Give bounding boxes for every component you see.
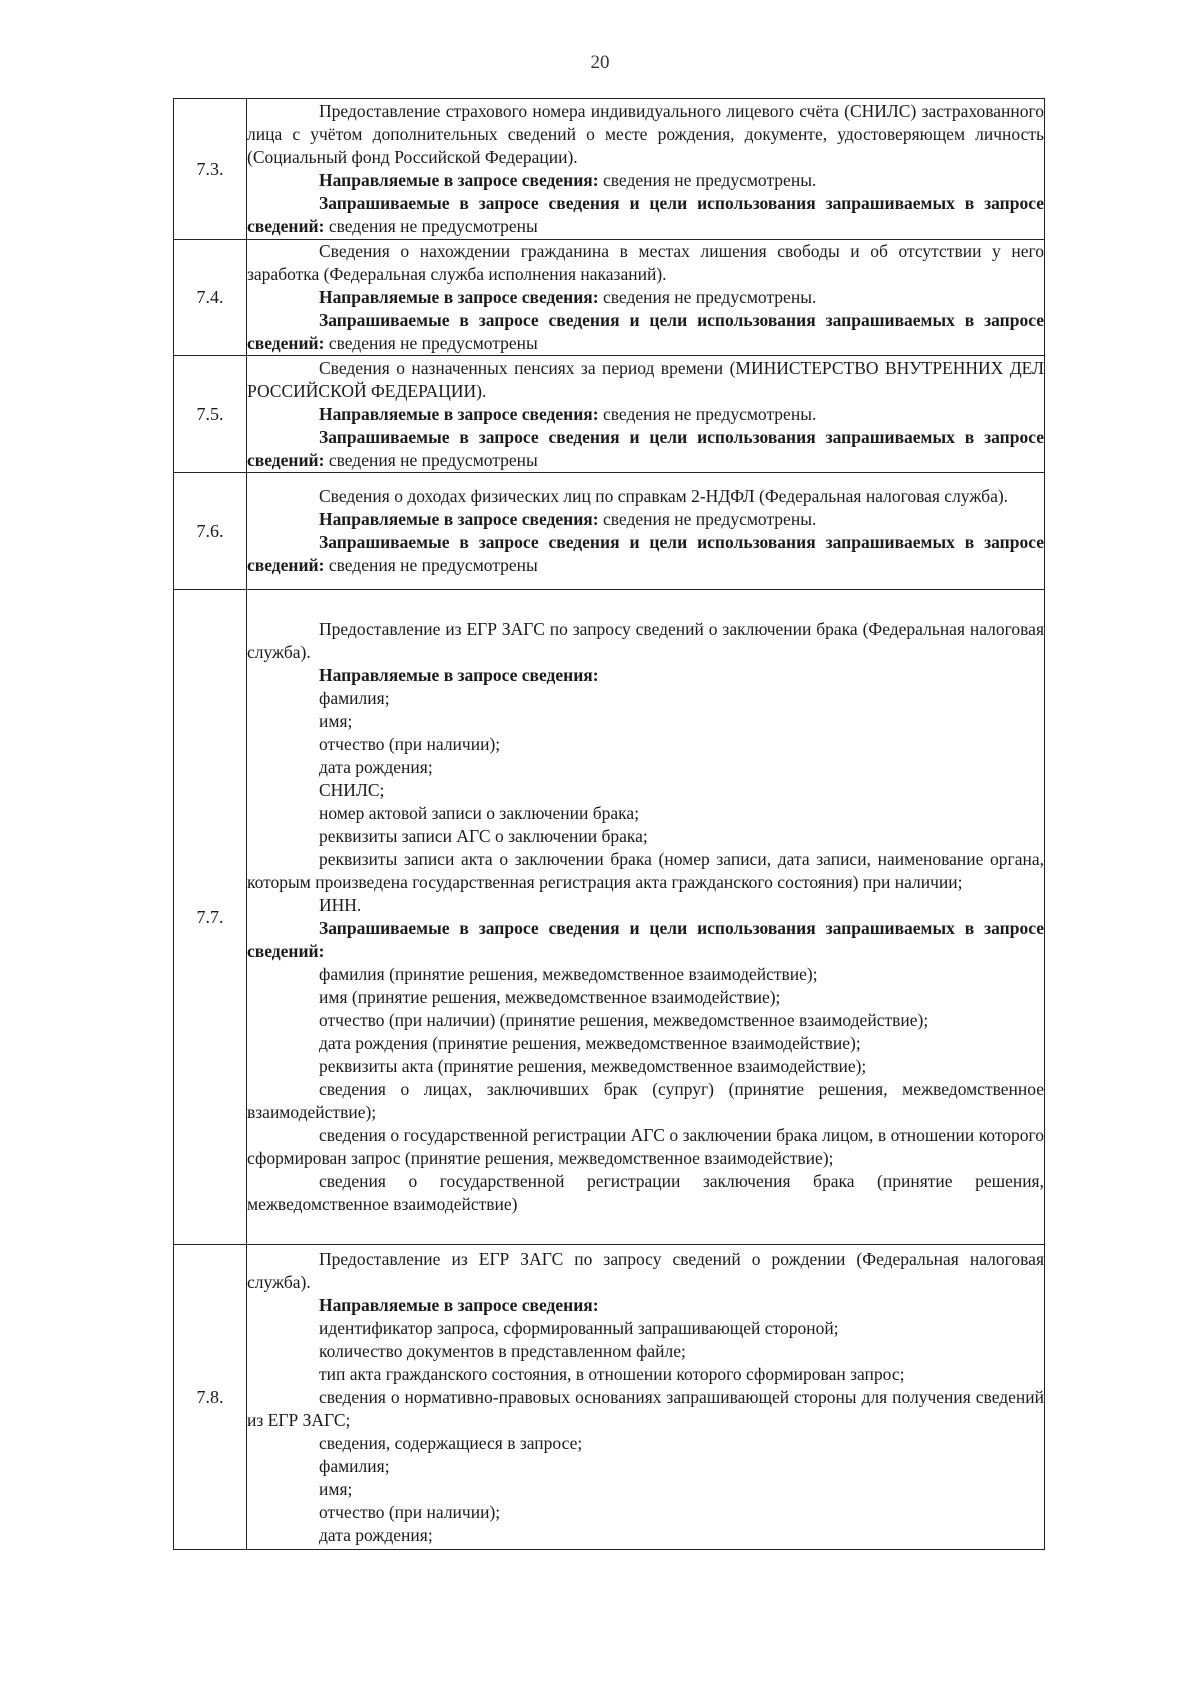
requirements-table <box>173 98 1045 1550</box>
sent-value: сведения не предусмотрены. <box>598 403 817 424</box>
sent-label: Направляемые в запросе сведения: <box>319 1294 599 1315</box>
row-content <box>247 473 1045 590</box>
list-item: сведения о лицах, заключивших брак (супруг) (принятие решения, межведомственное взаимодействие); <box>247 1079 1044 1122</box>
requested-label: Запрашиваемые в запросе сведения и цели использования запрашиваемых в запросе сведений: <box>247 918 1044 961</box>
list-item: дата рождения; <box>319 757 433 777</box>
sent-label: Направляемые в запросе сведения: <box>319 287 599 307</box>
sent-paragraph <box>247 403 1044 426</box>
row-content <box>247 356 1045 473</box>
sent-paragraph <box>247 286 1044 309</box>
list-item: отчество (при наличии); <box>319 1501 501 1522</box>
row-intro: Сведения о назначенных пенсиях за период времени (МИНИСТЕРСТВО ВНУТРЕННИХ ДЕЛ РОССИЙСКОЙ ФЕДЕРАЦИИ). <box>247 357 1044 401</box>
requested-paragraph <box>247 309 1044 355</box>
requested-paragraph <box>247 531 1044 577</box>
sent-value: сведения не предусмотрены. <box>598 170 817 190</box>
requested-label: Запрашиваемые в запросе сведения и цели использования запрашиваемых в запросе сведений: <box>247 193 1044 236</box>
list-item: номер актовой записи о заключении брака; <box>319 803 640 823</box>
row-number: 7.7. <box>174 590 247 1245</box>
requested-value: сведения не предусмотрены <box>324 333 538 353</box>
list-item: фамилия; <box>319 1455 390 1476</box>
row-intro: Предоставление страхового номера индивидуального лицевого счёта (СНИЛС) застрахованного лица с учётом дополнительных сведений о месте рождения, документе, удостоверяющем личность (Социальный фонд Российской Федерации). <box>247 101 1044 167</box>
list-item: ИНН. <box>319 895 362 915</box>
list-item: тип акта гражданского состояния, в отношении которого сформирован запрос; <box>319 1363 905 1384</box>
list-item: фамилия; <box>319 688 390 708</box>
row-intro: Предоставление из ЕГР ЗАГС по запросу сведений о рождении (Федеральная налоговая служба). <box>247 1248 1044 1292</box>
sent-label: Направляемые в запросе сведения: <box>319 403 599 424</box>
list-item: имя; <box>319 711 353 731</box>
sent-value: сведения не предусмотрены. <box>598 509 817 529</box>
list-item: дата рождения; <box>319 1524 433 1545</box>
sent-label: Направляемые в запросе сведения: <box>319 665 599 685</box>
requested-paragraph <box>247 426 1044 472</box>
list-item: отчество (при наличии) (принятие решения, межведомственное взаимодействие); <box>319 1010 929 1030</box>
list-item: фамилия (принятие решения, межведомственное взаимодействие); <box>319 964 818 984</box>
row-content <box>247 240 1045 356</box>
row-content <box>247 99 1045 240</box>
requested-label: Запрашиваемые в запросе сведения и цели использования запрашиваемых в запросе сведений: <box>247 426 1044 470</box>
list-item: сведения о государственной регистрации АГС о заключении брака лицом, в отношении которого сформирован запрос (принятие решения, межведомственное взаимодействие); <box>247 1125 1044 1168</box>
requested-paragraph <box>247 192 1044 238</box>
table-row <box>174 356 1045 473</box>
sent-paragraph <box>247 169 1044 192</box>
row-number: 7.8. <box>174 1245 247 1550</box>
row-number: 7.3. <box>174 99 247 240</box>
list-item: дата рождения (принятие решения, межведомственное взаимодействие); <box>319 1033 861 1053</box>
row-number: 7.5. <box>174 356 247 473</box>
requested-label: Запрашиваемые в запросе сведения и цели использования запрашиваемых в запросе сведений: <box>247 532 1044 575</box>
page-number: 20 <box>590 52 610 73</box>
list-item: реквизиты акта (принятие решения, межведомственное взаимодействие); <box>319 1056 867 1076</box>
requested-value: сведения не предусмотрены <box>324 555 538 575</box>
row-number: 7.6. <box>174 473 247 590</box>
row-intro: Сведения о нахождении гражданина в местах лишения свободы и об отсутствии у него заработка (Федеральная служба исполнения наказаний). <box>247 241 1044 284</box>
row-content <box>247 1245 1045 1550</box>
sent-label: Направляемые в запросе сведения: <box>319 509 599 529</box>
list-item: количество документов в представленном файле; <box>319 1340 686 1361</box>
table-row <box>174 240 1045 356</box>
table-row <box>174 99 1045 240</box>
table-row <box>174 1245 1045 1550</box>
list-item: сведения о нормативно-правовых основаниях запрашивающей стороны для получения сведений из ЕГР ЗАГС; <box>247 1386 1044 1430</box>
table-row <box>174 590 1045 1245</box>
list-item: имя; <box>319 1478 353 1499</box>
sent-value: сведения не предусмотрены. <box>598 287 817 307</box>
list-item: реквизиты записи акта о заключении брака (номер записи, дата записи, наименование органа, которым произведена государственная регистрация акта гражданского состояния) при наличии; <box>247 849 1044 892</box>
list-item: отчество (при наличии); <box>319 734 501 754</box>
requested-value: сведения не предусмотрены <box>324 216 538 236</box>
row-content <box>247 590 1045 1245</box>
row-intro: Сведения о доходах физических лиц по справкам 2-НДФЛ (Федеральная налоговая служба). <box>319 486 1009 506</box>
row-number: 7.4. <box>174 240 247 356</box>
table-row <box>174 473 1045 590</box>
sent-label: Направляемые в запросе сведения: <box>319 170 599 190</box>
requested-value: сведения не предусмотрены <box>324 449 538 470</box>
list-item: СНИЛС; <box>319 780 385 800</box>
list-item: сведения о государственной регистрации заключения брака (принятие решения, межведомственное взаимодействие) <box>247 1171 1044 1214</box>
list-item: идентификатор запроса, сформированный запрашивающей стороной; <box>319 1317 839 1338</box>
list-item: реквизиты записи АГС о заключении брака; <box>319 826 648 846</box>
row-intro: Предоставление из ЕГР ЗАГС по запросу сведений о заключении брака (Федеральная налоговая служба). <box>247 619 1044 662</box>
requested-label: Запрашиваемые в запросе сведения и цели использования запрашиваемых в запросе сведений: <box>247 310 1044 353</box>
list-item: сведения, содержащиеся в запросе; <box>319 1432 583 1453</box>
sent-paragraph <box>247 508 1044 531</box>
list-item: имя (принятие решения, межведомственное взаимодействие); <box>319 987 781 1007</box>
